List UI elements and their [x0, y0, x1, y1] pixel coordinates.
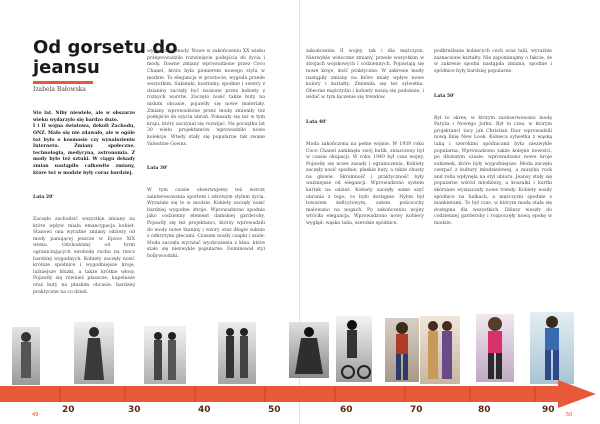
- body-text: Był to okres, w którym zaobserwowano modę Paryża i Nowego Jorku. Był to czas, w którym projektanci tacy jak Christian Dior wprowadzili nową linię New Look. Kobieca sylwetka z wąską talią i szerokimi spódnicami była niezwykle popularna. Wprowadzono także kolejne nowości, po dłuższym czasie, wprowadzono nowe kroje sukienek, które były wygodniejsze. Moda zaczęła czerpać z kultury młodzieżowej, a muzyka rock and rolla wpłynęła na styl ubioru. Jeansy stały się popularne wśród młodzieży, a koszulki i kurtki skórzane wyznaczały nowe trendy. Kobiety nosiły spódnice na halkach, a mężczyźni spodnie z mankietami. To był czas, w którym moda stała się dostępna dla wszystkich. Dżinsy weszły do codziennej garderoby i rozpoczęły nową epokę w modzie.: [434, 115, 554, 227]
- title-underline: [33, 81, 93, 84]
- figure-silhouette-icon: [336, 316, 372, 382]
- timeline-arrow-head: [558, 380, 596, 408]
- section-heading-lata20: Lata 20': [33, 195, 54, 201]
- body-text: zakończeniu II wojny, tak i dla mężczyzn. Niezwykle widoczne zmiany, przede wszystkim w strojach wojskowych i codziennych. Pojawiają się nowe kroje, dość praktyczne. W zakresie mody nastąpiły zmiany na które miały wpływ nowe kolory i kształty. Zmieniła się też sylwetka. Obecnie mężczyźni i kobiety noszą się podobnie, i widać w tym łączenie się trendów.: [306, 49, 426, 101]
- column-4: [434, 36, 552, 284]
- body-text: W tym czasie obserwujemy też wzrost zainteresowania sportem i zdrowym stylem życia. Wyrażało się to w modzie. Kobiety zaczęły nosić bardziej wygodne stroje. Wprowadzono spodnie jako codzienny element damskiej garderoby. Pojawiły się też projektanci, którzy wprowadzili do mody nowe tkaniny i wzory oraz długie suknie z odkrytymi plecami. Czasem nosiły czapki i szale. Moda zaczęła wyrażać wyobrażenia z kina, które stało się niezwykle popularne. Dominował styl hollywoodzki.: [147, 188, 267, 259]
- author-name: Izabela Bałowska: [33, 86, 86, 93]
- timeline-photo-1920s-b: [74, 322, 114, 384]
- decade-label-50: 50: [268, 405, 281, 415]
- section-heading-lata40: Lata 40': [306, 120, 327, 126]
- figure-silhouette-icon: [144, 326, 186, 384]
- timeline-photo-1980s: [476, 314, 514, 382]
- figure-silhouette-icon: [530, 312, 574, 384]
- timeline-photo-1920s-a: [12, 327, 40, 385]
- page-number-left: 49: [32, 412, 39, 418]
- body-text: podkreślenie kobiecych cech oraz talii, wyraźnie zaznaczone kształty. Nie zapominajmy o fakcie, że w zakresie spodni nastąpiła zmiana, spodnie i spódnice były bardziej popularne.: [434, 49, 554, 74]
- page-number-right: 50: [566, 412, 573, 418]
- figure-silhouette-icon: [476, 314, 514, 382]
- decade-label-30: 30: [128, 405, 141, 415]
- timeline-photo-1970s-a: [385, 318, 419, 382]
- timeline-photo-1930s: [144, 326, 186, 384]
- body-text: Moda zakończona na pełne wojnie. W 1939 roku Coco Chanel zamknęła swój butik, zniszczony był w czasie okupacji. W roku 1940 był czas wojny. Pojawiły się nowe zasady i ograniczenia. Kobiety zaczęły nosić spodnie, płaskie buty, a także chusty na głowie. Skromność i praktyczność były ważniejsze od elegancji. Wprowadzono system kartek na odzież. Kobiety zaczęły same szyć ubrania z tego, co było dostępne. Nylon był towarem deficytowym, zatem pończochy malowano na nogach. Po zakończeniu wojny wróciła elegancja. Wprowadzono nowy kobiecy wygląd: wąska talia, szerokie spódnice.: [306, 141, 426, 227]
- timeline-photo-1960s: [336, 316, 372, 382]
- section-heading-lata50: Lata 50': [434, 93, 455, 99]
- decade-label-80: 80: [478, 405, 491, 415]
- decade-label-70: 70: [410, 405, 423, 415]
- timeline-arrow: [0, 380, 600, 422]
- timeline-photo-1970s-b: [420, 316, 460, 384]
- figure-silhouette-icon: [289, 322, 329, 378]
- section-heading-lata30: Lata 30': [147, 166, 168, 172]
- column-3: [306, 36, 424, 296]
- figure-silhouette-icon: [74, 322, 114, 384]
- figure-silhouette-icon: [218, 322, 256, 384]
- figure-silhouette-icon: [420, 316, 460, 384]
- body-text: Zaczęło zachodzić wszystkie zmiany na które wpływ miała emancypacja kobiet. Stanowi ona wyraźne zmiany odzieży od mody panującej jeszcze w Epoce XIX wieku. Odchodzimy od form ograniczających swobodę ruchu na rzecz bardziej wygodnych. Kobiety zaczęły nosić krótsze spódnice i wygodniejsze kroje, luźniejsze bluzki, a także krótkie włosy. Pojawiły się również płaszcze, kapelusze oraz buty na płaskim obcasie, bardziej praktyczne na co dzień.: [33, 217, 137, 295]
- figure-silhouette-icon: [385, 318, 419, 382]
- timeline-photo-1990s: [530, 312, 574, 384]
- timeline-arrow-shaft: [0, 386, 560, 402]
- lead-paragraph: Sto lat. Niby niewiele, ale w obszarze wieku wydarzyło się bardzo dużo. I i II wojna światowa, dekolt Zachodu, ONZ. Mało się nie zdawało, ale w ogóle też było o kosmosie czy wynalezieniu Internetu. Zmiany społeczne, technologia, medycyna, astronomia. Z mody było też sztuki. W ciągu dekady zmian nastąpiło całkowite zmiany, które też w modzie były coraz bardziej.: [33, 111, 135, 176]
- timeline-photo-1940s: [218, 322, 256, 384]
- timeline-photo-1950s: [289, 322, 329, 378]
- decade-label-40: 40: [198, 405, 211, 415]
- decade-label-60: 60: [340, 405, 353, 415]
- decade-label-20: 20: [62, 405, 75, 415]
- article-title: Od gorsetu do jeansu: [33, 37, 178, 78]
- decade-label-90: 90: [542, 405, 555, 415]
- column-2: [147, 36, 265, 358]
- figure-silhouette-icon: [12, 327, 40, 385]
- body-text: wypędzanie mody. Nowe w zakończeniu XX wieku przeprowadziło rozwinięcie podejścia do życia i mody. Dawne zmiany wprowadzone przez Coco Chanel, która była pionierem nowego stylu w modzie. To elegancja w prostocie, wygoda przede wszystkim. Sukienki, kostiumy, spodnie i swetry z dzianiny zaczęły być noszone przez kobiety z różnych warstw. Zaczęto nosić także buty na niskim obcasie, pojawiły się nowe materiały. Zmiany wprowadzone przez modę zmieniły też podejście do szycia ubrań. Pokazały się też w tym kraju, który zaczynał się rozwijać. Na początku lat 30 wielu projektantów wprowadziło nowe kolekcje. Wtedy stały się popularne tak zwane Valentine Gowns.: [147, 49, 267, 147]
- column-1: [33, 98, 135, 358]
